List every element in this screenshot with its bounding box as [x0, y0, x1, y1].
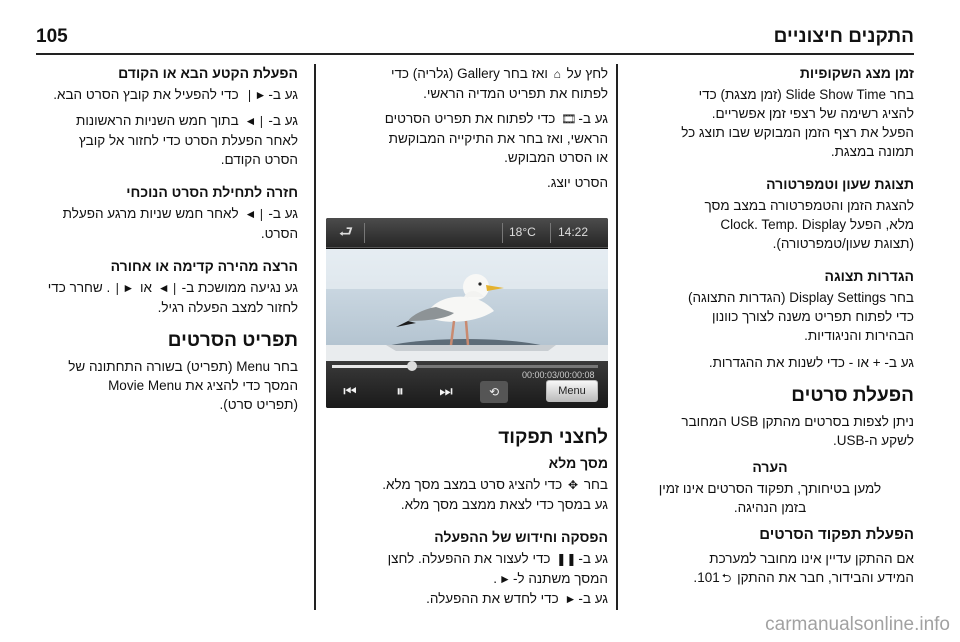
pause-icon: ❚❚	[556, 552, 577, 566]
seagull-image	[326, 249, 608, 361]
home-icon: ⌂	[553, 67, 561, 81]
restart-heading: חזרה לתחילת הסרט הנוכחי	[126, 184, 298, 200]
movie-player-screen	[326, 218, 608, 408]
column-divider-left	[314, 64, 316, 610]
slideshow-text: בחר Slide Show Time (זמן מצגת) כדי להציג רשימה של רצפי זמן אפשריים. הפעל את רצף הזמן המבוקש שבו תוצג כל תמונה במצגת.	[681, 87, 914, 159]
playback-controls	[326, 361, 608, 408]
section-title: התקנים חיצוניים	[773, 26, 914, 47]
fullscreen-text: בחר ✥ כדי להציג סרט במצב מסך מלא. גע במסך כדי לצאת ממצב מסך מלא.	[382, 477, 608, 512]
movie-frame-image	[326, 249, 608, 361]
middle-column-lower	[326, 424, 608, 623]
next-icon: ►❘	[244, 88, 267, 102]
movie-menu-intro: גע ב-🎞 כדי לפתוח את תפריט הסרטים הראשי, ואז בחר את התיקייה המבוקשת או הסרט המבוקש.	[384, 111, 608, 165]
clock-readout: 14:22	[558, 225, 589, 239]
left-column	[36, 64, 298, 428]
film-icon: 🎞	[561, 112, 577, 126]
pause-resume-text: גע ב-❚❚ כדי לעצור את ההפעלה. לחצן המסך משתנה ל-►. גע ב-► כדי לחדש את ההפעלה.	[387, 551, 608, 606]
display-settings-heading: הגדרות תצוגה	[824, 268, 914, 284]
next-icon: ►❘	[112, 281, 135, 295]
restart-text: גע ב-❘◄ לאחר חמש שניות מרגע הפעלת הסרט.	[62, 206, 298, 241]
fullscreen-heading: מסך מלא	[548, 455, 608, 471]
screen-topbar	[326, 218, 608, 248]
page-reference[interactable]: 101.	[693, 570, 720, 585]
movie-menu-text: בחר Menu (תפריט) בשורה התחתונה של המסך כדי להציג את Movie Menu (תפריט סרט).	[68, 359, 298, 412]
watermark: carmanualsonline.info	[765, 614, 950, 635]
prev-icon: ❘◄	[244, 114, 267, 128]
clock-text: להצגת הזמן והטמפרטורה במצב מסך מלא, הפעל Clock. Temp. Display (תצוגת שעון/טמפרטורה).	[704, 198, 914, 251]
prev-icon: ❘◄	[157, 281, 180, 295]
rotate-icon[interactable]: ⟲	[480, 381, 508, 403]
column-divider-right	[616, 64, 618, 610]
display-settings-adjust: גע ב- + או - כדי לשנות את ההגדרות.	[708, 355, 914, 370]
display-settings-text: בחר Display Settings (הגדרות התצוגה) כדי לפתוח תפריט משנה לצורך כוונון הבהירות והניגודיות.	[687, 290, 914, 343]
next-icon[interactable]: ⏭	[439, 383, 453, 400]
right-column	[626, 64, 914, 602]
next-prev-text: גע ב-►❘ כדי להפעיל את קובץ הסרט הבא.	[53, 87, 298, 102]
progress-knob[interactable]	[407, 361, 417, 371]
movie-shown-text: הסרט יוצג.	[546, 175, 608, 190]
page-header	[0, 0, 960, 54]
previous-icon[interactable]: ⏮	[343, 383, 357, 400]
movie-playback-text: ניתן לצפות בסרטים מהתקן USB המחובר לשקע ה-USB.	[681, 414, 914, 448]
gallery-intro: לחץ על ⌂ ואז בחר Gallery (גלריה) כדי לפתוח את תפריט המדיה הראשי.	[390, 66, 608, 101]
progress-fill	[332, 365, 412, 368]
previous-file-text: גע ב-❘◄ בתוך חמש השניות הראשונות לאחר הפעלת הסרט כדי לחזור אל קובץ הסרט הקודם.	[76, 113, 298, 167]
movie-playback-title: הפעלת סרטים	[791, 385, 914, 406]
pause-icon[interactable]: ⏸	[396, 383, 404, 400]
next-prev-heading: הפעלת הקטע הבא או הקודם	[118, 65, 298, 81]
header-rule	[36, 53, 914, 55]
page-number: 105	[36, 26, 68, 47]
note-title: הערה	[752, 459, 788, 475]
slideshow-heading: זמן מצג השקופיות	[799, 65, 914, 81]
activate-movie-text: אם ההתקן עדיין אינו מחובר למערכת המידע והבידור, חבר את ההתקן ⮌101.	[693, 551, 914, 585]
activate-movie-heading: הפעלת תפקוד הסרטים	[759, 526, 914, 543]
fast-heading: הרצה מהירה קדימה או אחורה	[110, 258, 298, 274]
fs-icon: ✥	[568, 478, 579, 492]
back-icon[interactable]: ⮐	[338, 224, 354, 241]
fast-text: גע נגיעה ממושכת ב-❘◄ או ►❘. שחרר כדי לחזור למצב הפעלה רגיל.	[47, 280, 298, 315]
elapsed-time: 00:00:03/00:00:08	[522, 370, 595, 380]
note-text: למען בטיחותך, תפקוד הסרטים אינו זמין בזמן הנהיגה.	[658, 481, 882, 515]
function-buttons-title: לחצני תפקוד	[498, 427, 608, 448]
clock-heading: תצוגת שעון וטמפרטורה	[766, 176, 914, 192]
play-icon: ►	[564, 592, 577, 606]
temperature-readout: 18°C	[509, 225, 536, 239]
prev-icon: ❘◄	[244, 207, 267, 221]
menu-button[interactable]: Menu	[546, 380, 598, 402]
link-icon: ⮌	[721, 571, 732, 585]
progress-bar[interactable]	[332, 365, 598, 368]
middle-column	[326, 64, 608, 206]
play-icon: ►	[499, 572, 511, 586]
movie-menu-title: תפריט הסרטים	[167, 330, 298, 351]
pause-resume-heading: הפסקה וחידוש של ההפעלה	[434, 529, 608, 545]
